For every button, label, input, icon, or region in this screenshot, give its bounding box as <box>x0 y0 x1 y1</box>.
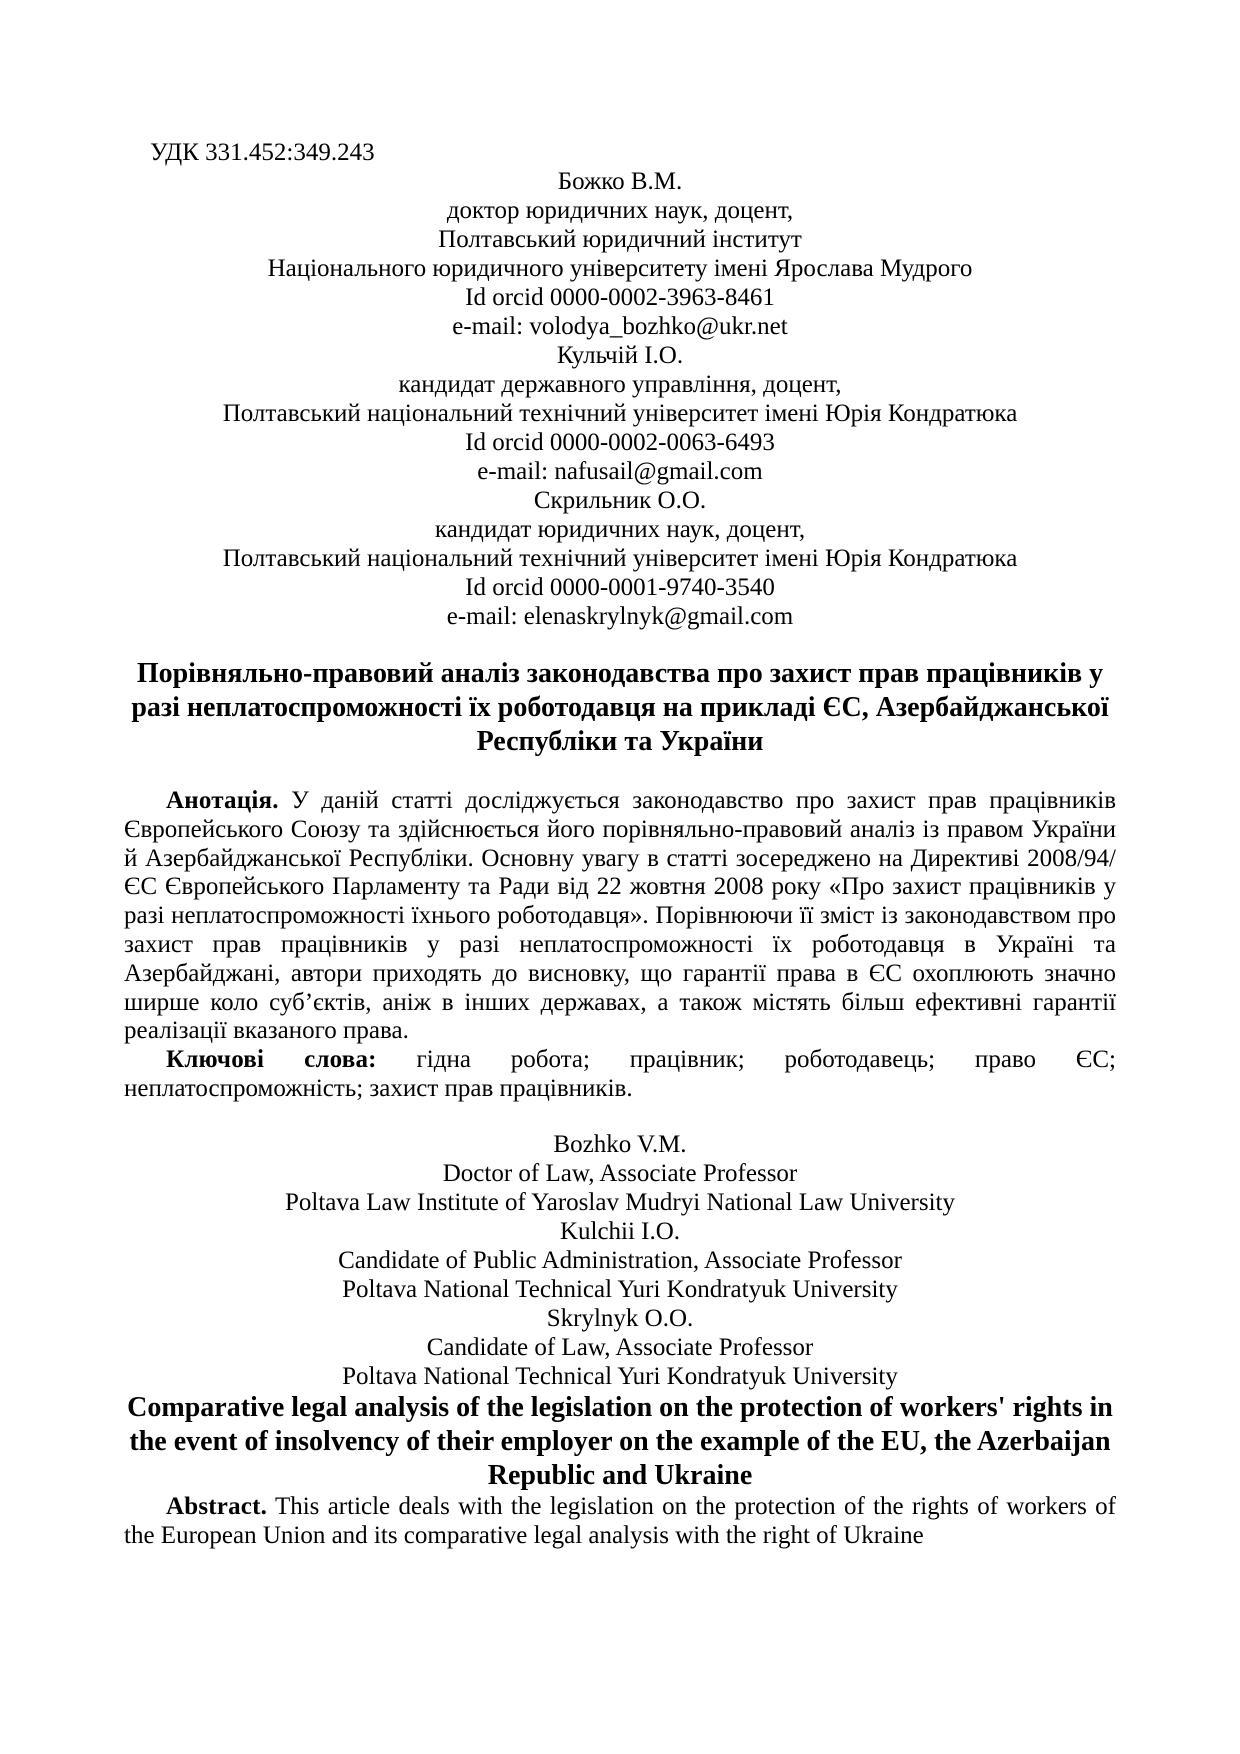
author-line-uk: Id orcid 0000-0002-3963-8461 <box>465 284 775 311</box>
author-line-uk: доктор юридичних наук, доцент, <box>446 197 794 224</box>
author-line-en: Kulchii I.O. <box>559 1217 681 1245</box>
author-line-en: Doctor of Law, Associate Professor <box>442 1159 798 1187</box>
abstract-uk <box>124 787 1116 1046</box>
author-line-uk: кандидат державного управління, доцент, <box>398 371 842 398</box>
udc-number: УДК 331.452:349.243 <box>150 139 375 166</box>
abstract-en <box>124 1493 1116 1551</box>
author-line-en: Bozhko V.M. <box>553 1130 687 1158</box>
author-line-uk: кандидат юридичних наук, доцент, <box>434 516 806 543</box>
keywords-uk <box>124 1046 1116 1104</box>
article-title-en: Comparative legal analysis of the legislation on the protection of workers' rights in the event of insolvency of their employer on the example of the EU, the Azerbaijan Republic and Ukraine <box>127 1391 1113 1491</box>
author-line-uk: Полтавський національний технічний університет імені Юрія Кондратюка <box>222 400 1018 427</box>
author-line-uk: e-mail: elenaskrylnyk@gmail.com <box>446 603 794 630</box>
abstract-en-label: Abstract. <box>166 1492 268 1520</box>
page-content <box>124 138 1116 1550</box>
author-line-en: Candidate of Public Administration, Associate Professor <box>338 1246 902 1274</box>
author-line-uk: Полтавський національний технічний університет імені Юрія Кондратюка <box>222 545 1018 572</box>
author-line-en: Poltava Law Institute of Yaroslav Mudryi National Law University <box>284 1188 956 1216</box>
author-line-uk: Id orcid 0000-0002-0063-6493 <box>465 429 775 456</box>
author-line-uk: e-mail: volodya_bozhko@ukr.net <box>452 313 788 340</box>
article-title-uk: Порівняльно-правовий аналіз законодавства про захист прав працівників у разі неплатоспроможності їх роботодавця на прикладі ЄС, Азербайджанської Республіки та України <box>131 658 1109 757</box>
abstract-uk-text: У даній статті досліджується законодавство про захист прав працівників Європейського Союзу та здійснюється його порівняльно-правовий аналіз із правом України й Азербайджанської Республіки. Основну увагу в статті зосереджено на Директиві 2008/94/ЄС Європейського Парламенту та Ради від 22 жовтня 2008 року «Про захист працівників у разі неплатоспроможності їхнього роботодавця». Порівнюючи її зміст із законодавством про захист прав працівників у разі неплатоспроможності їх роботодавця в Україні та Азербайджані, автори приходять до висновку, що гарантії права в ЄС охоплюють значно ширше коло суб’єктів, аніж в інших державах, а також містять більш ефективні гарантії реалізації вказаного права. <box>124 787 1116 1045</box>
author-line-en: Candidate of Law, Associate Professor <box>426 1333 814 1361</box>
keywords-uk-text: гідна робота; працівник; роботодавець; право ЄС; неплатоспроможність; захист прав працівників. <box>124 1046 1116 1102</box>
author-line-en: Poltava National Technical Yuri Kondratyuk University <box>342 1275 898 1303</box>
author-line-uk: Кульчій І.О. <box>556 342 684 369</box>
authors-en-block <box>124 1130 1116 1391</box>
author-line-en: Skrylnyk O.O. <box>546 1304 694 1332</box>
abstract-en-text: This article deals with the legislation on the protection of the rights of workers of the European Union and its comparative legal analysis with the right of Ukraine <box>124 1492 1116 1549</box>
author-line-en: Poltava National Technical Yuri Kondratyuk University <box>342 1362 898 1390</box>
abstract-uk-label: Анотація. <box>166 787 279 814</box>
author-line-uk: Божко В.М. <box>557 168 683 195</box>
author-line-uk: Скрильник О.О. <box>533 487 707 514</box>
author-line-uk: Id orcid 0000-0001-9740-3540 <box>465 574 775 601</box>
author-line-uk: Національного юридичного університету імені Ярослава Мудрого <box>267 255 973 282</box>
keywords-uk-label: Ключові слова: <box>166 1046 377 1074</box>
authors-uk-block <box>124 167 1116 631</box>
author-line-uk: e-mail: nafusail@gmail.com <box>477 458 763 485</box>
author-line-uk: Полтавський юридичний інститут <box>438 226 802 253</box>
